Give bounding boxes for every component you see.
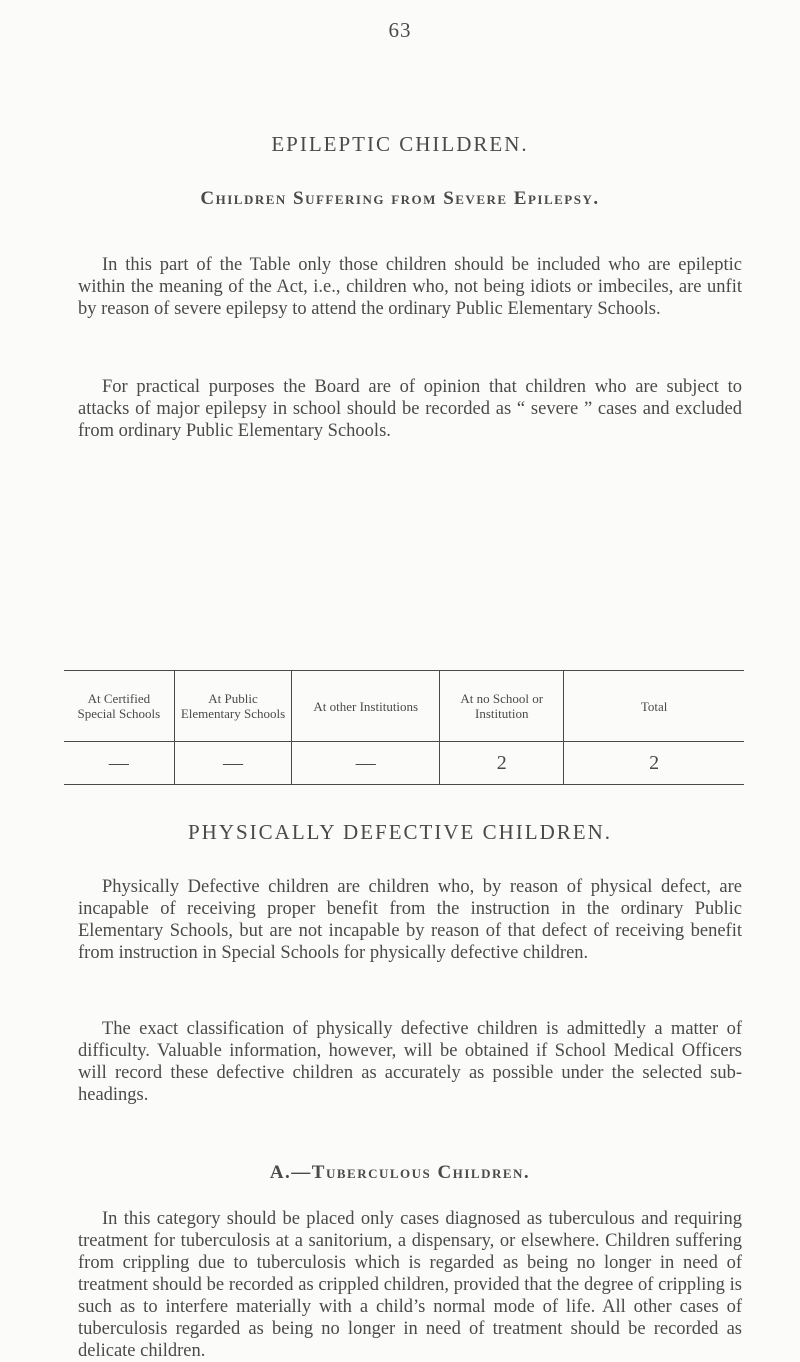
table-row xyxy=(64,742,744,785)
cell-no-school: 2 xyxy=(440,742,564,785)
header-no-school: At no School or Institution xyxy=(440,671,564,742)
header-total: Total xyxy=(564,671,744,742)
page-number: 63 xyxy=(388,18,412,42)
epilepsy-paragraph-1: In this part of the Table only those children should be included who are epileptic within the meaning of the Act, i.e., children who, not being idiots or imbeciles, are unfit by reason of severe epilepsy to attend the ordinary Public Elementary Schools. xyxy=(78,255,742,319)
tuberculous-children-subheading: A.—Tuberculous Children. xyxy=(269,1162,531,1183)
severe-epilepsy-subheading: Children Suffering from Severe Epilepsy. xyxy=(200,188,600,209)
physically-defective-paragraph-2: The exact classification of physically defective children is admittedly a matter of difficulty. Valuable information, however, will be obtained if School Medical Officers will record these defective children as accurately as possible under the selected sub-headings. xyxy=(78,1019,742,1105)
epilepsy-table xyxy=(64,670,744,785)
physically-defective-heading: PHYSICALLY DEFECTIVE CHILDREN. xyxy=(187,820,613,844)
header-certified-special-schools: At Certified Special Schools xyxy=(64,671,174,742)
cell-other-institutions: — xyxy=(292,742,440,785)
cell-certified-special-schools: — xyxy=(64,742,174,785)
header-public-elementary-schools: At Public Elementary Schools xyxy=(174,671,292,742)
tuberculous-paragraph: In this category should be placed only cases diagnosed as tuberculous and requiring treatment for tuberculosis at a sanitorium, a dispensary, or elsewhere. Children suffering from crippling due to tuberculosis which is regarded as being no longer in need of treatment should be recorded as crippled children, provided that the degree of crippling is such as to interfere materially with a child’s normal mode of life. All other cases of tuberculosis regarded as being no longer in need of treatment should be recorded as delicate children. xyxy=(78,1209,742,1361)
header-other-institutions: At other Institutions xyxy=(292,671,440,742)
table-header-row xyxy=(64,671,744,742)
physically-defective-paragraph-1: Physically Defective children are children who, by reason of physical defect, are incapable of receiving proper benefit from the instruction in the ordinary Public Elementary Schools, but are not incapable by reason of that defect of receiving benefit from instruction in Special Schools for physically defective children. xyxy=(78,877,742,963)
epilepsy-paragraph-2: For practical purposes the Board are of opinion that children who are subject to attacks of major epilepsy in school should be recorded as “ severe ” cases and excluded from ordinary Public Elementary Schools. xyxy=(78,377,742,441)
cell-total: 2 xyxy=(564,742,744,785)
cell-public-elementary-schools: — xyxy=(174,742,292,785)
epileptic-children-heading: EPILEPTIC CHILDREN. xyxy=(271,132,529,156)
